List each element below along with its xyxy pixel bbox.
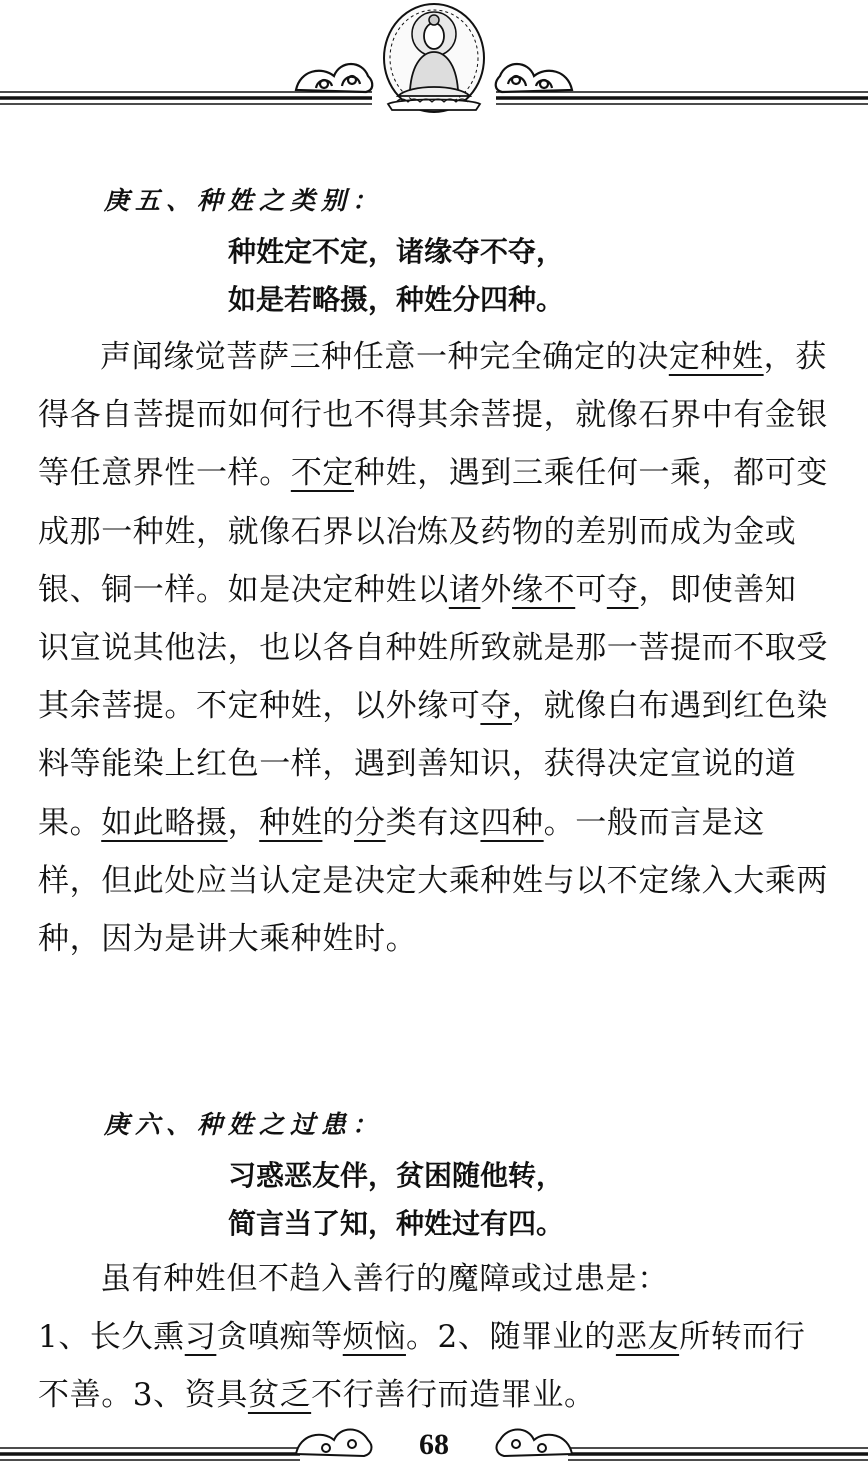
- cloud-scroll-right-icon: [496, 64, 572, 92]
- header-rule-left: [0, 92, 372, 104]
- footer-rule-left: [0, 1448, 300, 1460]
- underlined-term: 种姓: [259, 804, 323, 841]
- text-run: 。一般而言是这样，但此处应当认定是决定大乘种姓与以不定缘入大乘两种，因为是讲大乘种姓时。: [38, 804, 828, 958]
- section-5-paragraph: [38, 328, 828, 968]
- underlined-term: 缘不: [512, 571, 576, 608]
- underlined-term: 不定: [290, 455, 355, 492]
- underlined-term: 习: [184, 1319, 217, 1356]
- section-6-paragraph: [38, 1250, 828, 1425]
- underlined-term: 夺: [606, 571, 639, 608]
- text-run: 声闻缘觉菩萨三种任意一种完全确定的决: [100, 339, 669, 375]
- text-run: 外: [480, 571, 513, 608]
- text-run: ，即使善知识宣说其他法，也以各自种姓所致就是那一菩提而不取受其余菩提。不定种姓，以外缘可: [38, 571, 828, 725]
- footer-cloud-left-icon: [296, 1430, 371, 1457]
- header-rule-right: [496, 92, 868, 104]
- paragraph: 虽有种姓但不趋入善行的魔障或过患是：: [100, 1261, 669, 1297]
- footer-cloud-right-icon: [497, 1430, 572, 1457]
- underlined-term: 贫乏: [247, 1377, 312, 1414]
- underlined-term: 夺: [480, 688, 513, 725]
- underlined-term: 诸: [448, 571, 481, 608]
- paragraph: [38, 328, 828, 968]
- buddha-emblem-icon: [384, 4, 484, 112]
- section-heading-6: 庚六、种姓之过患：: [104, 1110, 384, 1139]
- section-heading-5: 庚五、种姓之类别：: [104, 186, 384, 215]
- underlined-term: 恶友: [615, 1319, 680, 1356]
- underlined-term: 定种姓: [668, 339, 764, 375]
- page-number: 68: [419, 1428, 449, 1461]
- cloud-scroll-left-icon: [296, 64, 372, 92]
- underlined-term: 分: [354, 804, 386, 841]
- text-run: 类有这: [385, 804, 481, 841]
- text-run: ，获得各自菩提而如何行也不得其余菩提，就像石界中有金银等任意界性一样。: [38, 339, 828, 492]
- verse-line-5-1: 种姓定不定，诸缘夺不夺，: [228, 235, 565, 268]
- underlined-term: 如此略摄: [101, 804, 228, 841]
- underlined-term: 四种: [480, 804, 544, 841]
- text-run: 贪嗔痴等: [216, 1319, 343, 1356]
- header-ornament: [0, 0, 868, 130]
- text-run: 的: [322, 804, 355, 841]
- text-run: 种姓，遇到三乘任何一乘，都可变成那一种姓，就像石界以冶炼及药物的差别而成为金或银、铜一样。如是决定种姓以: [38, 455, 829, 608]
- verse-line-5-2: 如是若略摄，种姓分四种。: [228, 283, 565, 316]
- text-run: ，就像白布遇到红色染料等能染上红色一样，遇到善知识，获得决定宣说的道果。: [38, 688, 829, 841]
- underlined-term: 烦恼: [342, 1319, 406, 1356]
- paragraph: [38, 1308, 828, 1424]
- verse-line-6-1: 习惑恶友伴，贫困随他转，: [228, 1159, 565, 1192]
- text-run: ，: [227, 804, 260, 841]
- footer-rule-right: [568, 1448, 868, 1460]
- verse-line-6-2: 简言当了知，种姓过有四。: [228, 1207, 565, 1240]
- text-run: 不行善行而造罪业。: [311, 1377, 596, 1414]
- text-run: 可: [575, 571, 607, 608]
- text-run: 。2、随罪业的: [405, 1319, 616, 1356]
- text-run: 1、长久熏: [38, 1319, 185, 1356]
- text-run: 所转而行不善。3、资具: [38, 1319, 806, 1414]
